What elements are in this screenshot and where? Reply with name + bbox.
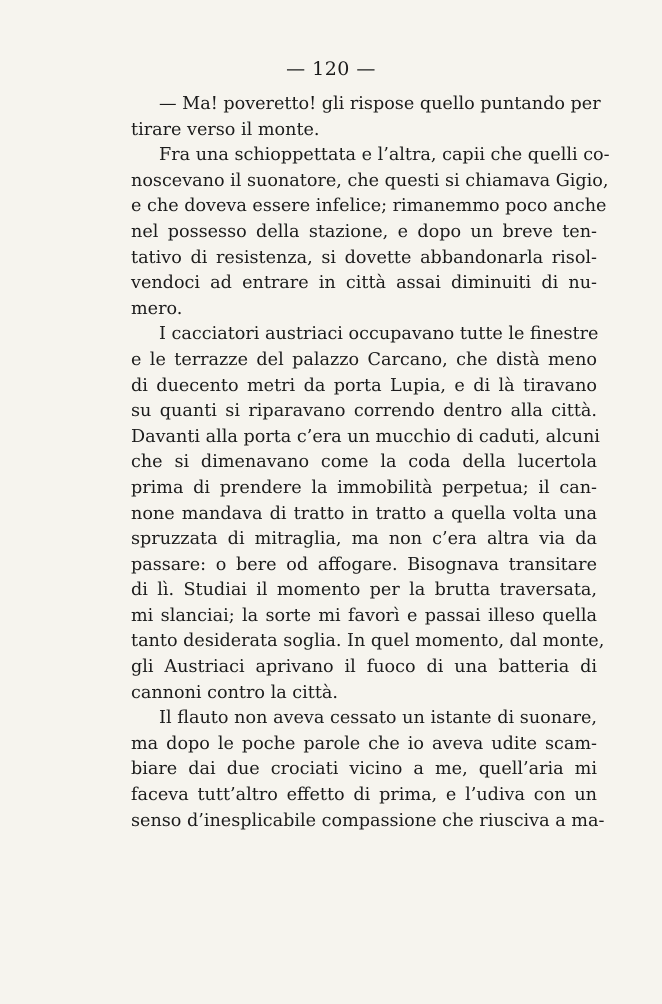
text-line: senso d’inesplicabile compassione che riusciva a ma- bbox=[131, 810, 605, 831]
text-line: che si dimenavano come la coda della lucertola bbox=[131, 452, 597, 473]
text-line: ma dopo le poche parole che io aveva udite scam- bbox=[131, 733, 597, 754]
text-line: passare: o bere od affogare. Bisognava transitare bbox=[131, 554, 597, 575]
text-line: vendoci ad entrare in città assai diminuiti di nu- bbox=[131, 273, 597, 294]
text-line: di lì. Studiai il momento per la brutta traversata, bbox=[131, 580, 597, 601]
text-line: noscevano il suonatore, che questi si chiamava Gigio, bbox=[131, 170, 609, 191]
paragraph bbox=[131, 706, 605, 834]
text-line: cannoni contro la città. bbox=[131, 682, 339, 703]
text-line: — Ma! poveretto! gli rispose quello puntando per bbox=[159, 94, 601, 114]
text-line: gli Austriaci aprivano il fuoco di una batteria di bbox=[131, 657, 597, 678]
text-line: su quanti si riparavano correndo dentro alla città. bbox=[131, 401, 597, 422]
text-line: biare dai due crociati vicino a me, quell’aria mi bbox=[131, 759, 597, 780]
text-line: di duecento metri da porta Lupia, e di là tiravano bbox=[131, 375, 597, 396]
text-line: none mandava di tratto in tratto a quella volta una bbox=[131, 503, 597, 524]
text-line: tirare verso il monte. bbox=[131, 119, 320, 140]
text-line: e che doveva essere infelice; rimanemmo poco anche bbox=[131, 196, 607, 217]
text-line: I cacciatori austriaci occupavano tutte le finestre bbox=[159, 324, 599, 345]
text-line: prima di prendere la immobilità perpetua; il can- bbox=[131, 477, 597, 498]
text-line: e le terrazze del palazzo Carcano, che distà meno bbox=[131, 349, 597, 370]
text-line: mi slanciai; la sorte mi favorì e passai illeso quella bbox=[131, 605, 597, 626]
text-line: mero. bbox=[131, 298, 183, 319]
text-line: faceva tutt’altro effetto di prima, e l’udiva con un bbox=[131, 785, 597, 806]
body-text bbox=[131, 92, 610, 834]
paragraph bbox=[131, 143, 610, 322]
text-line: tativo di resistenza, si dovette abbandonarla risol- bbox=[131, 247, 597, 268]
text-line: Fra una schioppettata e l’altra, capii che quelli co- bbox=[159, 145, 610, 166]
text-line: spruzzata di mitraglia, ma non c’era altra via da bbox=[131, 529, 597, 550]
page-number: — 120 — bbox=[286, 58, 376, 80]
text-line: tanto desiderata soglia. In quel momento, dal monte, bbox=[131, 631, 605, 652]
text-line: nel possesso della stazione, e dopo un breve ten- bbox=[131, 221, 597, 242]
text-line: Davanti alla porta c’era un mucchio di caduti, alcuni bbox=[131, 426, 600, 447]
paragraph bbox=[131, 322, 605, 706]
text-line: Il flauto non aveva cessato un istante di suonare, bbox=[159, 708, 597, 729]
paragraph bbox=[131, 92, 601, 143]
